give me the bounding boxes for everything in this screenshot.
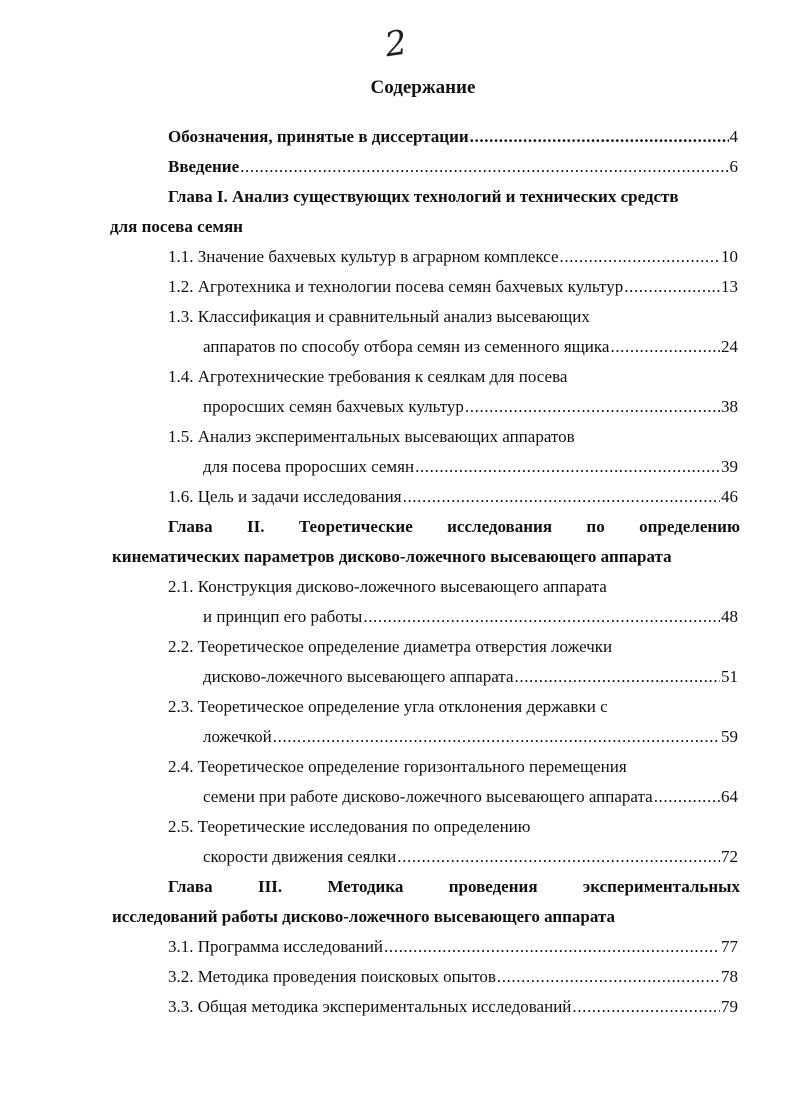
toc-entry-text: проросших семян бахчевых культур <box>203 397 464 416</box>
toc-entry-text: 3.1. Программа исследований <box>168 937 384 956</box>
toc-entry-text: 1.1. Значение бахчевых культур в аграрном комплексе <box>168 247 559 266</box>
toc-entry-2-5-line1[interactable]: 2.5. Теоретические исследования по определению <box>168 817 531 836</box>
toc-entry-text: ложечкой <box>203 727 272 746</box>
toc-entry-2-3-line1[interactable]: 2.3. Теоретическое определение угла отклонения державки с <box>168 697 608 716</box>
toc-entry-3-1[interactable] <box>168 934 738 960</box>
toc-entry-1-4[interactable] <box>203 394 738 420</box>
heading-word: II. <box>247 517 265 536</box>
toc-page-number: 6 <box>729 157 738 176</box>
leader-dots <box>470 124 729 150</box>
heading-word: Теоретические <box>298 517 413 536</box>
leader-dots <box>273 724 720 750</box>
toc-entry-3-3[interactable] <box>168 994 738 1020</box>
toc-page-number: 46 <box>721 487 738 506</box>
toc-entry-2-2[interactable] <box>203 664 738 690</box>
leader-dots <box>560 244 721 270</box>
toc-entry-2-4-line1[interactable]: 2.4. Теоретическое определение горизонтального перемещения <box>168 757 627 776</box>
handwritten-page-number: 2 <box>382 22 410 66</box>
toc-page-number: 59 <box>721 727 738 746</box>
toc-page-number: 64 <box>721 787 738 806</box>
toc-entry-text: Обозначения, принятые в диссертации <box>168 127 469 146</box>
heading-word: определению <box>639 517 740 536</box>
toc-page-number: 4 <box>729 127 738 146</box>
heading-word: Глава <box>168 517 213 536</box>
heading-word: Глава <box>168 877 213 896</box>
toc-entry-3-2[interactable] <box>168 964 738 990</box>
heading-word: проведения <box>448 877 538 896</box>
toc-page-number: 78 <box>721 967 738 986</box>
toc-entry-text: 3.3. Общая методика экспериментальных исследований <box>168 997 572 1016</box>
toc-entry-1-2[interactable] <box>168 274 738 300</box>
chapter-2-heading[interactable] <box>168 514 740 540</box>
toc-entry-1-5[interactable] <box>203 454 738 480</box>
leader-dots <box>497 964 720 990</box>
heading-word: исследования <box>447 517 553 536</box>
toc-entry-1-5-line1[interactable]: 1.5. Анализ экспериментальных высевающих аппаратов <box>168 427 575 446</box>
toc-entry-designations[interactable] <box>168 124 738 150</box>
toc-page-number: 39 <box>721 457 738 476</box>
toc-page-number: 79 <box>721 997 738 1016</box>
leader-dots <box>465 394 720 420</box>
leader-dots <box>654 784 720 810</box>
toc-entry-text: скорости движения сеялки <box>203 847 397 866</box>
heading-word: III. <box>257 877 283 896</box>
toc-entry-introduction[interactable] <box>168 154 738 180</box>
toc-entry-text: семени при работе дисково-ложечного высевающего аппарата <box>203 787 653 806</box>
page-title: Содержание <box>370 77 476 98</box>
toc-page-number: 10 <box>721 247 738 266</box>
toc-entry-1-3[interactable] <box>203 334 738 360</box>
toc-entry-2-5[interactable] <box>203 844 738 870</box>
toc-page-number: 77 <box>721 937 738 956</box>
leader-dots <box>403 484 720 510</box>
chapter-1-heading[interactable]: Глава I. Анализ существующих технологий и технических средств <box>168 187 679 206</box>
toc-entry-2-4[interactable] <box>203 784 738 810</box>
toc-entry-text: Введение <box>168 157 240 176</box>
chapter-2-heading-continued[interactable]: кинематических параметров дисково-ложечного высевающего аппарата <box>112 547 672 566</box>
toc-entry-text: 1.6. Цель и задачи исследования <box>168 487 402 506</box>
toc-entry-1-3-line1[interactable]: 1.3. Классификация и сравнительный анализ высевающих <box>168 307 590 326</box>
toc-entry-2-3[interactable] <box>203 724 738 750</box>
toc-entry-text: аппаратов по способу отбора семян из семенного ящика <box>203 337 610 356</box>
heading-word: экспериментальных <box>582 877 740 896</box>
chapter-3-heading-continued[interactable]: исследований работы дисково-ложечного высевающего аппарата <box>112 907 616 926</box>
toc-entry-2-2-line1[interactable]: 2.2. Теоретическое определение диаметра отверстия ложечки <box>168 637 613 656</box>
leader-dots <box>572 994 720 1020</box>
chapter-3-heading[interactable] <box>168 874 740 900</box>
toc-page-number: 48 <box>721 607 738 626</box>
toc-page-number: 38 <box>721 397 738 416</box>
leader-dots <box>384 934 720 960</box>
toc-entry-text: 3.2. Методика проведения поисковых опытов <box>168 967 496 986</box>
toc-entry-1-4-line1[interactable]: 1.4. Агротехнические требования к сеялкам для посева <box>168 367 568 386</box>
toc-entry-text: для посева проросших семян <box>203 457 415 476</box>
toc-page-number: 72 <box>721 847 738 866</box>
toc-entry-1-6[interactable] <box>168 484 738 510</box>
toc-entry-2-1[interactable] <box>203 604 738 630</box>
heading-word: по <box>586 517 605 536</box>
leader-dots <box>397 844 720 870</box>
toc-entry-1-1[interactable] <box>168 244 738 270</box>
toc-entry-text: 1.2. Агротехника и технологии посева семян бахчевых культур <box>168 277 624 296</box>
leader-dots <box>240 154 728 180</box>
leader-dots <box>363 604 720 630</box>
leader-dots <box>610 334 720 360</box>
toc-entry-text: и принцип его работы <box>203 607 363 626</box>
toc-page-number: 51 <box>721 667 738 686</box>
heading-word: Методика <box>327 877 404 896</box>
toc-entry-2-1-line1[interactable]: 2.1. Конструкция дисково-ложечного высевающего аппарата <box>168 577 607 596</box>
leader-dots <box>415 454 720 480</box>
chapter-1-heading-continued[interactable]: для посева семян <box>110 217 243 236</box>
leader-dots <box>624 274 720 300</box>
toc-entry-text: дисково-ложечного высевающего аппарата <box>203 667 514 686</box>
leader-dots <box>515 664 721 690</box>
toc-page-number: 24 <box>721 337 738 356</box>
toc-page-number: 13 <box>721 277 738 296</box>
